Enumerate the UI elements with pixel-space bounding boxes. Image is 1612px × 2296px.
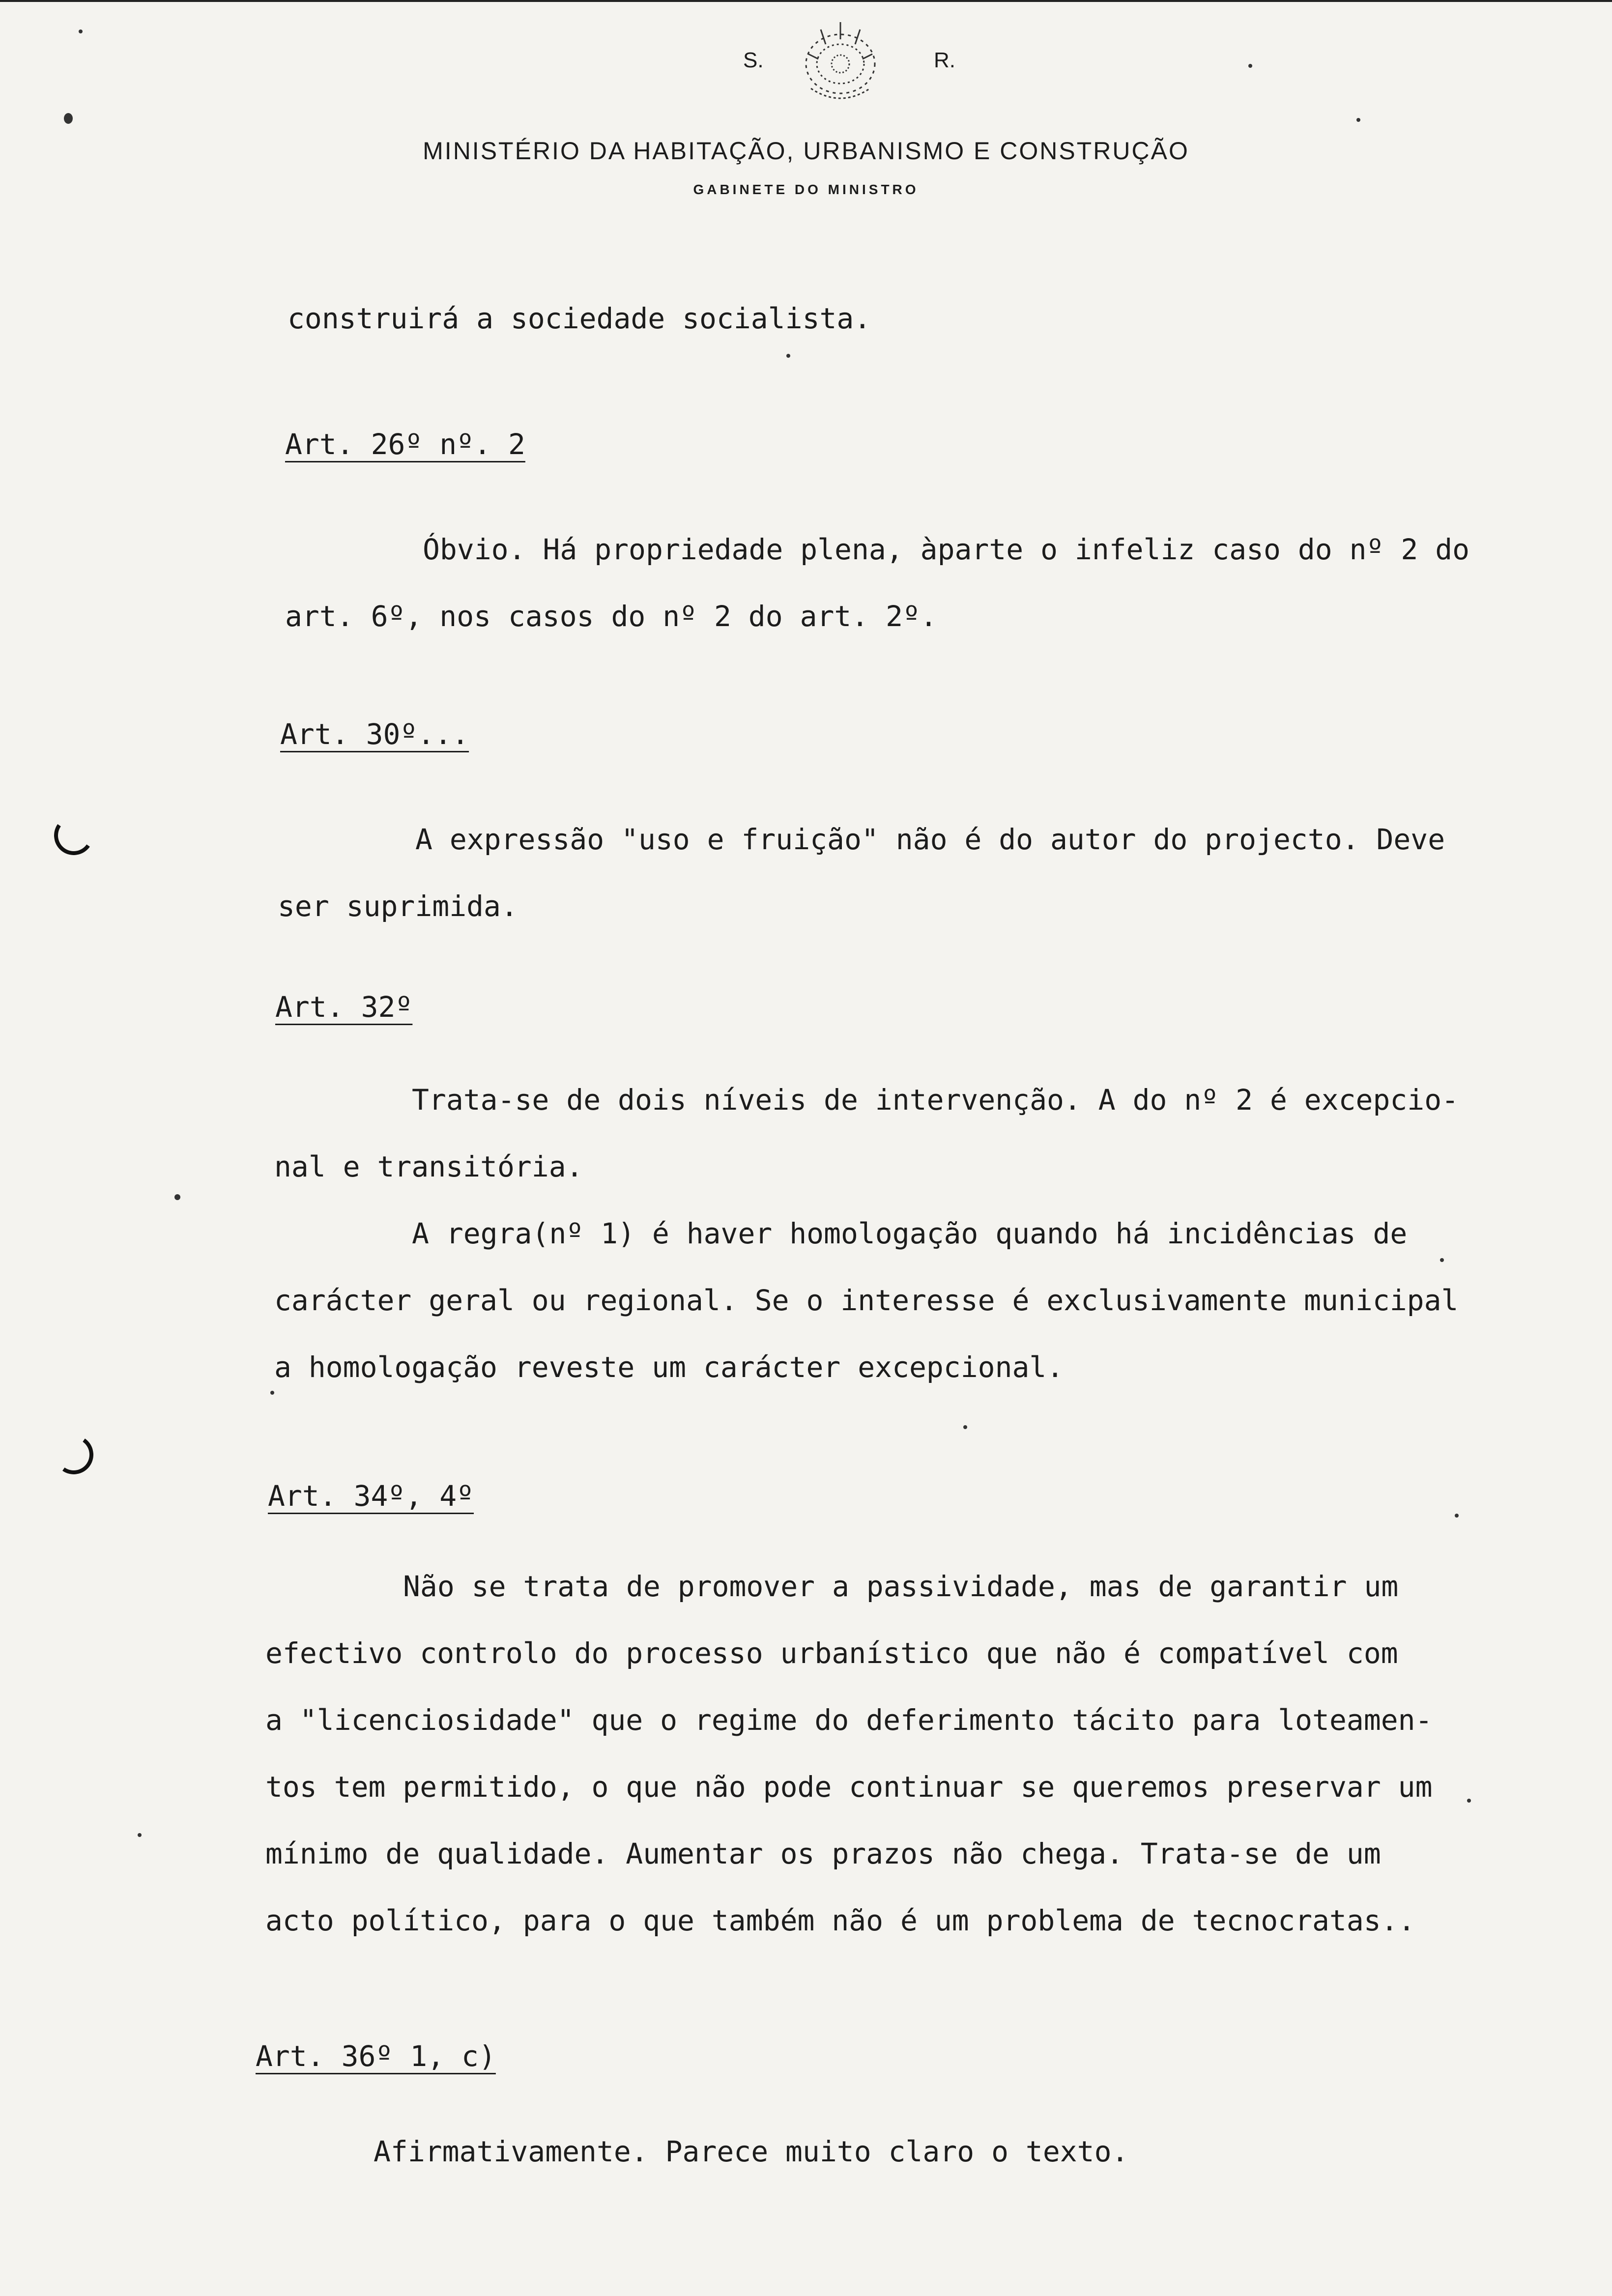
section-heading: Art. 32º: [275, 990, 413, 1024]
paragraph-line: ser suprimida.: [278, 890, 518, 923]
paragraph-line: tos tem permitido, o que não pode continuar se queremos preservar um: [265, 1770, 1433, 1804]
ink-speck: [79, 29, 83, 33]
paragraph-line: Trata-se de dois níveis de intervenção. A do nº 2 é excepcio-: [412, 1083, 1459, 1117]
cabinet-name: GABINETE DO MINISTRO: [693, 182, 919, 197]
section-heading: Art. 30º...: [280, 718, 469, 751]
punch-hole-mark: [51, 813, 97, 859]
section-paragraph: [278, 806, 1445, 940]
top-border: [0, 0, 1612, 2]
paragraph-line: A regra(nº 1) é haver homologação quando há incidências de: [412, 1217, 1408, 1250]
ink-speck: [1467, 1799, 1471, 1803]
paragraph-line: Não se trata de promover a passividade, mas de garantir um: [403, 1570, 1399, 1603]
section-heading: Art. 36º 1, c): [256, 2039, 496, 2073]
ink-speck: [138, 1833, 142, 1837]
paragraph-line: A expressão "uso e fruição" não é do autor do projecto. Deve: [415, 823, 1445, 856]
section-paragraph: [274, 1066, 1459, 1401]
paragraph-line: Afirmativamente. Parece muito claro o texto.: [374, 2135, 1129, 2168]
ink-speck: [963, 1425, 967, 1429]
paragraph-line: mínimo de qualidade. Aumentar os prazos não chega. Trata-se de um: [265, 1837, 1381, 1870]
ink-speck: [270, 1391, 274, 1395]
section-paragraph: [265, 1553, 1433, 1954]
ink-speck: [174, 1194, 180, 1200]
paragraph-line: a "licenciosidade" que o regime do deferimento tácito para loteamen-: [265, 1703, 1433, 1737]
letterhead-right-letter: R.: [934, 48, 955, 72]
paragraph-line: carácter geral ou regional. Se o interesse é exclusivamente municipal: [274, 1284, 1459, 1317]
paragraph-line: a homologação reveste um carácter excepcional.: [274, 1350, 1064, 1384]
ink-speck: [1440, 1258, 1444, 1262]
ink-speck: [1356, 118, 1360, 122]
ink-speck: [1455, 1514, 1459, 1518]
paragraph-line: acto político, para o que também não é um problema de tecnocratas..: [265, 1904, 1415, 1937]
section-paragraph: [253, 2118, 1128, 2185]
letterhead: [0, 10, 1612, 198]
letterhead-left-letter: S.: [743, 48, 764, 72]
punch-hole-mark: [51, 1432, 97, 1478]
section-heading: Art. 26º nº. 2: [285, 428, 525, 461]
ink-speck: [1248, 64, 1252, 68]
ink-speck: [64, 113, 73, 124]
paragraph-line: nal e transitória.: [274, 1150, 583, 1183]
section-paragraph: [285, 516, 1469, 650]
ink-speck: [786, 354, 790, 358]
ministry-name: MINISTÉRIO DA HABITAÇÃO, URBANISMO E CONSTRUÇÃO: [423, 137, 1189, 165]
paragraph-line: efectivo controlo do processo urbanístico que não é compatível com: [265, 1636, 1398, 1670]
paragraph-line: Óbvio. Há propriedade plena, àparte o infeliz caso do nº 2 do: [423, 533, 1470, 566]
section-heading: Art. 34º, 4º: [268, 1479, 474, 1513]
paragraph-line: art. 6º, nos casos do nº 2 do art. 2º.: [285, 600, 937, 633]
coat-of-arms-icon: [781, 10, 899, 118]
intro-line: construirá a sociedade socialista.: [288, 302, 871, 335]
